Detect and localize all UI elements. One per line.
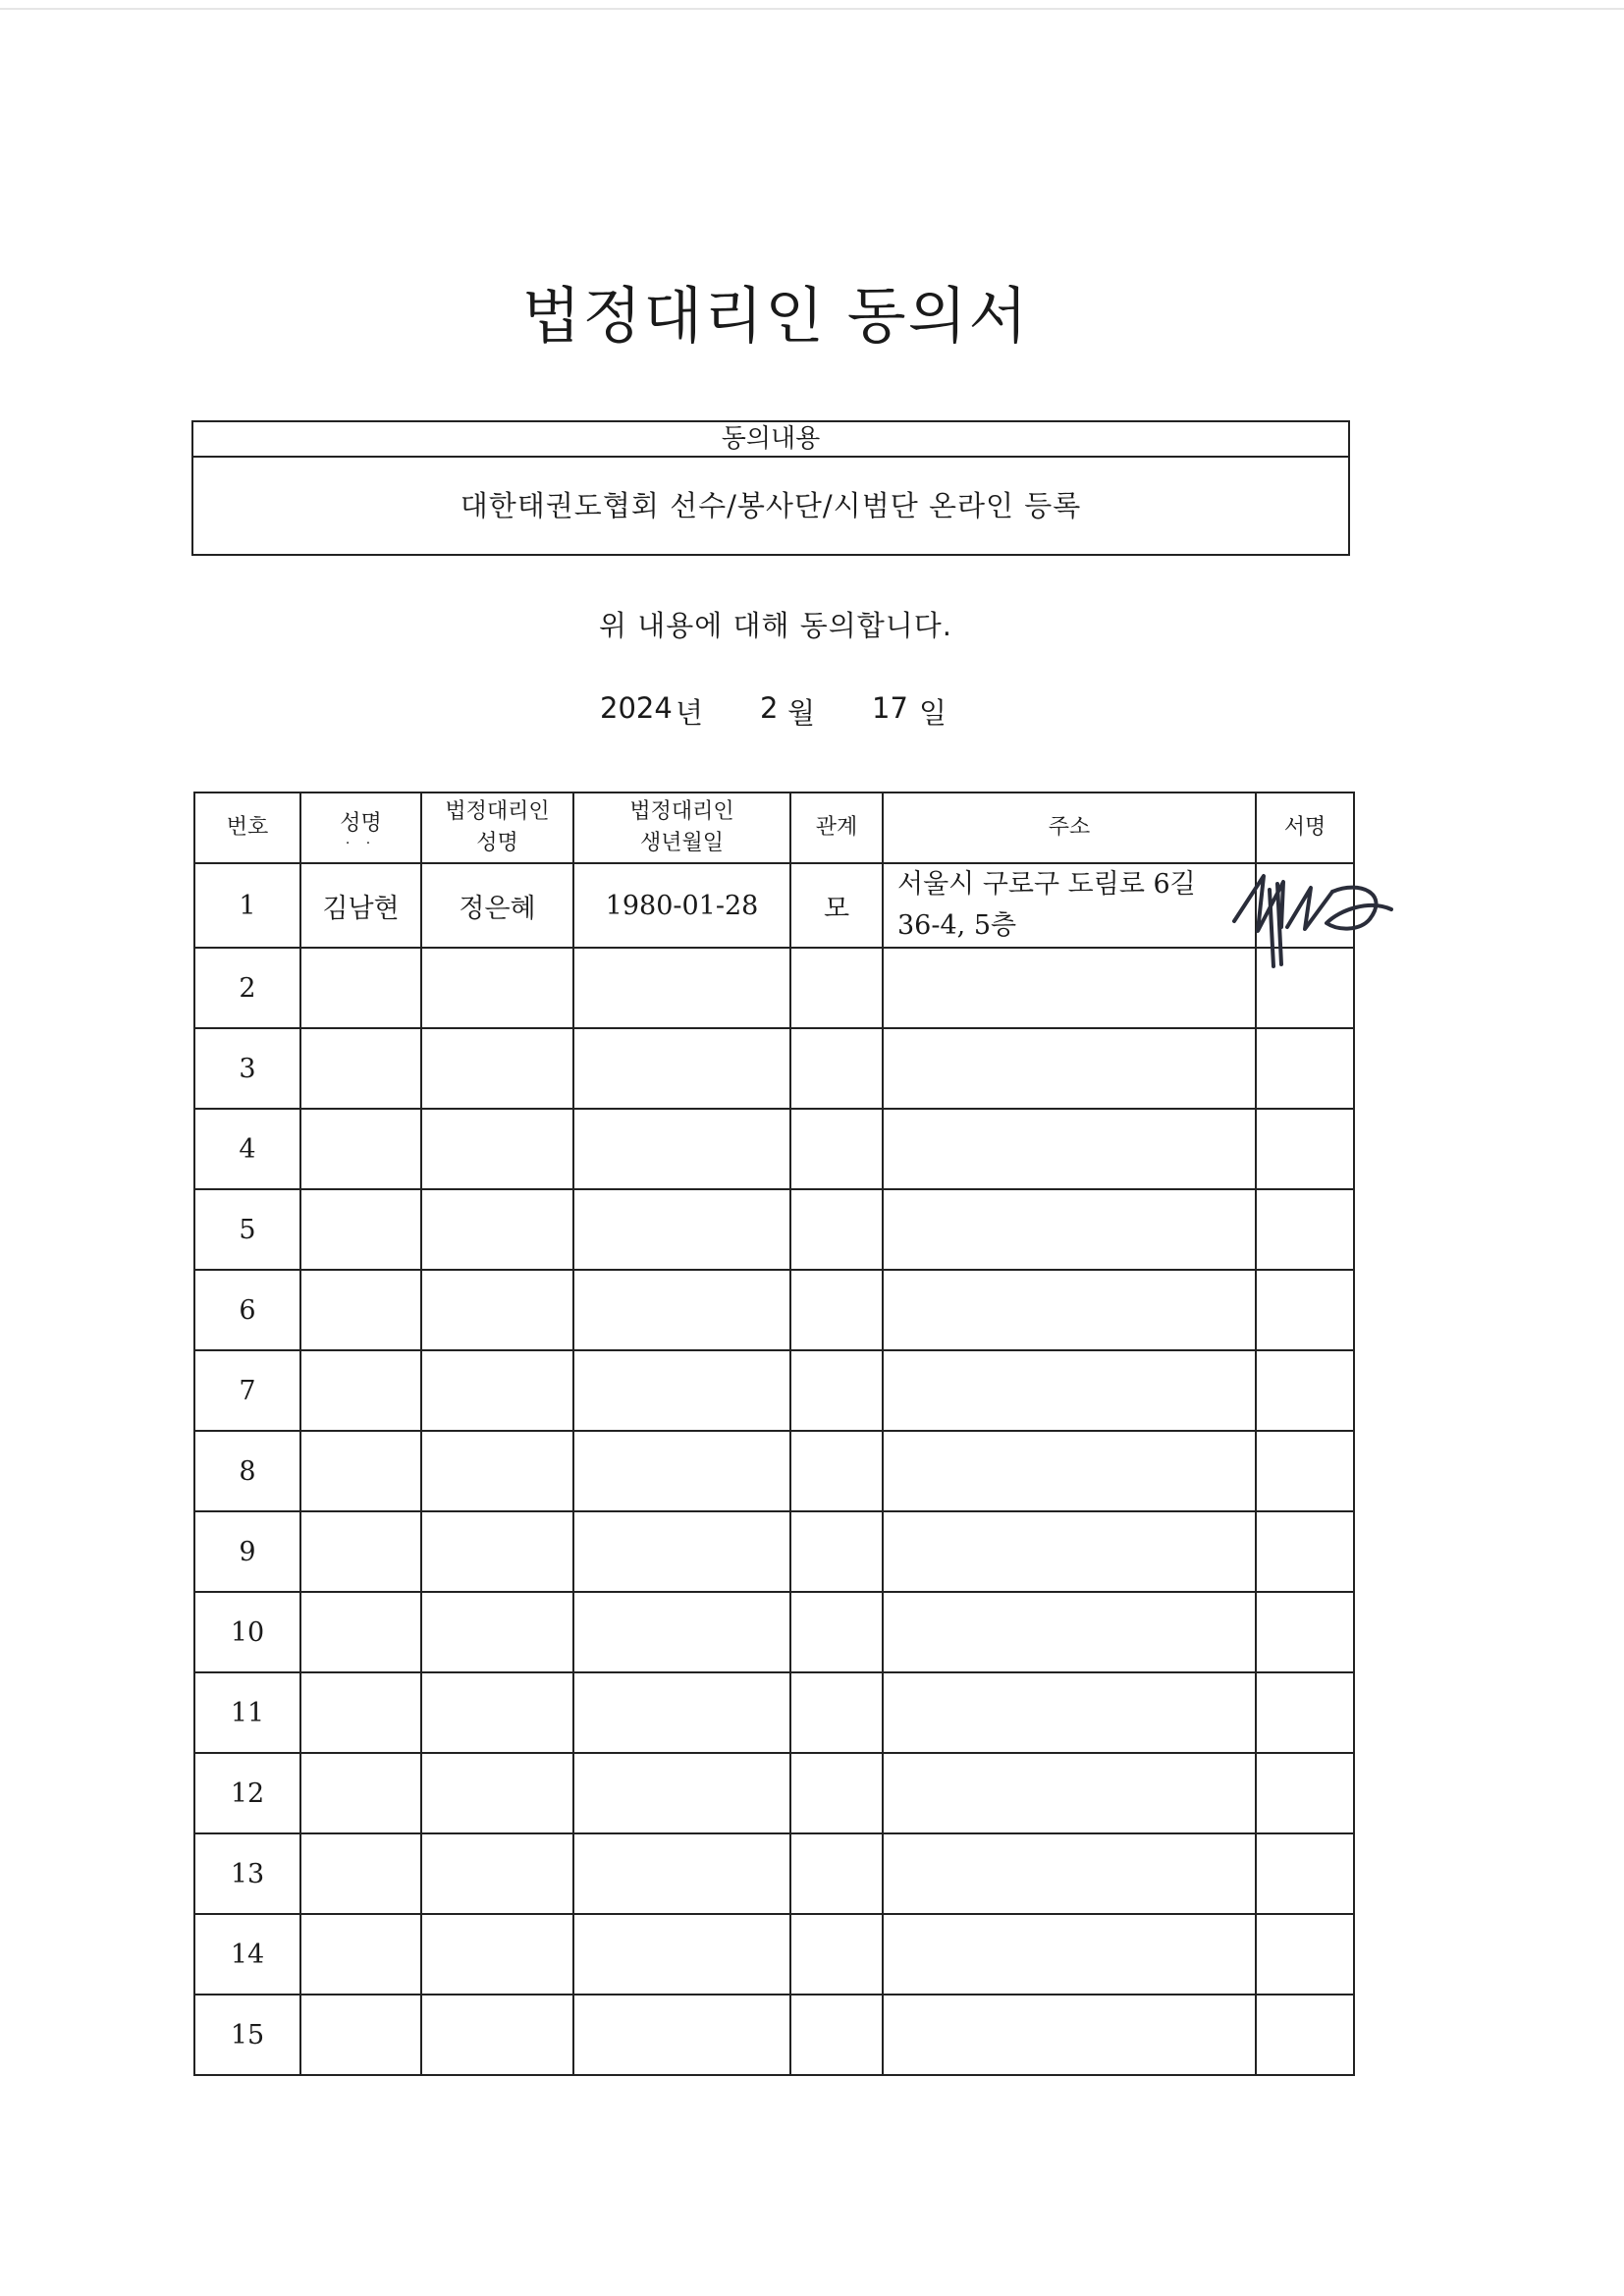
- cell-relation: [790, 1189, 883, 1270]
- cell-signature: [1256, 863, 1354, 948]
- cell-address: [883, 1270, 1256, 1350]
- cell-relation: [790, 1753, 883, 1833]
- cell-address: [883, 948, 1256, 1028]
- cell-no: 4: [194, 1109, 300, 1189]
- cell-address: [883, 1592, 1256, 1672]
- cell-signature: [1256, 1753, 1354, 1833]
- table-row: [194, 1189, 1354, 1270]
- cell-guardian-birth: [573, 1270, 790, 1350]
- cell-name: [300, 1592, 421, 1672]
- cell-guardian-name: [421, 1109, 573, 1189]
- cell-name: [300, 1672, 421, 1753]
- decorative-dots: · ·: [345, 836, 377, 851]
- cell-relation: [790, 1914, 883, 1995]
- table-row: [194, 948, 1354, 1028]
- cell-address: [883, 1109, 1256, 1189]
- cell-no: 15: [194, 1995, 300, 2075]
- cell-address: [883, 1753, 1256, 1833]
- header-no: 번호: [194, 793, 300, 863]
- cell-no: 2: [194, 948, 300, 1028]
- cell-guardian-birth: [573, 1833, 790, 1914]
- cell-relation: [790, 1511, 883, 1592]
- cell-no: 10: [194, 1592, 300, 1672]
- cell-guardian-name: [421, 1592, 573, 1672]
- cell-signature: [1256, 1189, 1354, 1270]
- cell-name: [300, 1753, 421, 1833]
- cell-no: 1: [194, 863, 300, 948]
- cell-signature: [1256, 1914, 1354, 1995]
- cell-guardian-name: [421, 948, 573, 1028]
- cell-name: [300, 1995, 421, 2075]
- cell-signature: [1256, 1028, 1354, 1109]
- cell-guardian-name: [421, 1028, 573, 1109]
- cell-signature: [1256, 1109, 1354, 1189]
- cell-address: [883, 1833, 1256, 1914]
- table-row: [194, 1672, 1354, 1753]
- table-header-row: [194, 793, 1354, 863]
- cell-guardian-name: [421, 1914, 573, 1995]
- cell-guardian-birth: [573, 1431, 790, 1511]
- cell-relation: [790, 1995, 883, 2075]
- cell-address: [883, 1995, 1256, 2075]
- cell-signature: [1256, 1270, 1354, 1350]
- agree-statement: 위 내용에 대해 동의합니다.: [598, 609, 953, 642]
- cell-name: [300, 1914, 421, 1995]
- cell-no: 8: [194, 1431, 300, 1511]
- cell-guardian-birth: [573, 1511, 790, 1592]
- cell-relation: 모: [790, 863, 883, 948]
- table-row: [194, 1431, 1354, 1511]
- cell-guardian-birth: [573, 1028, 790, 1109]
- table-row: [194, 1914, 1354, 1995]
- cell-name: [300, 1350, 421, 1431]
- cell-guardian-birth: [573, 1109, 790, 1189]
- cell-guardian-birth: 1980-01-28: [573, 863, 790, 948]
- cell-signature: [1256, 1431, 1354, 1511]
- cell-name: [300, 1189, 421, 1270]
- cell-guardian-name: [421, 1270, 573, 1350]
- cell-guardian-birth: [573, 1672, 790, 1753]
- cell-signature: [1256, 1350, 1354, 1431]
- registry-table: [193, 792, 1355, 2076]
- cell-name: [300, 1270, 421, 1350]
- cell-name: 김남현: [300, 863, 421, 948]
- table-row: [194, 1028, 1354, 1109]
- cell-relation: [790, 1270, 883, 1350]
- cell-guardian-name: [421, 1833, 573, 1914]
- date-day: 17: [872, 691, 908, 725]
- cell-guardian-birth: [573, 1914, 790, 1995]
- cell-relation: [790, 1109, 883, 1189]
- header-address: 주소: [883, 793, 1256, 863]
- date-year: 2024: [600, 691, 673, 725]
- cell-address: [883, 1028, 1256, 1109]
- cell-name: [300, 1833, 421, 1914]
- table-row: [194, 1592, 1354, 1672]
- cell-guardian-name: [421, 1189, 573, 1270]
- cell-guardian-birth: [573, 1189, 790, 1270]
- cell-name: [300, 948, 421, 1028]
- table-row: [194, 863, 1354, 948]
- header-guardian-name: 법정대리인 성명: [421, 793, 573, 863]
- cell-guardian-birth: [573, 1753, 790, 1833]
- table-row: [194, 1511, 1354, 1592]
- cell-signature: [1256, 1672, 1354, 1753]
- date-year-unit: 년: [676, 696, 704, 730]
- cell-relation: [790, 1833, 883, 1914]
- cell-no: 9: [194, 1511, 300, 1592]
- cell-no: 3: [194, 1028, 300, 1109]
- consent-content-header: 동의내용: [193, 422, 1348, 458]
- cell-guardian-name: [421, 1511, 573, 1592]
- header-guardian-birth: 법정대리인 생년월일: [573, 793, 790, 863]
- cell-no: 11: [194, 1672, 300, 1753]
- date-month-unit: 월: [787, 696, 816, 730]
- cell-relation: [790, 1431, 883, 1511]
- cell-signature: [1256, 1511, 1354, 1592]
- cell-relation: [790, 1028, 883, 1109]
- date-month: 2: [760, 691, 779, 725]
- cell-no: 12: [194, 1753, 300, 1833]
- cell-signature: [1256, 1995, 1354, 2075]
- consent-content-box: [191, 420, 1350, 556]
- cell-address: [883, 1511, 1256, 1592]
- consent-content-body: 대한태권도협회 선수/봉사단/시범단 온라인 등록: [460, 489, 1082, 522]
- table-row: [194, 1270, 1354, 1350]
- cell-name: [300, 1431, 421, 1511]
- cell-address: [883, 1189, 1256, 1270]
- table-row: [194, 1109, 1354, 1189]
- cell-address: [883, 1350, 1256, 1431]
- cell-no: 6: [194, 1270, 300, 1350]
- cell-name: [300, 1511, 421, 1592]
- address-line-1: 서울시 구로구 도림로 6길: [897, 869, 1196, 900]
- page-edge: [0, 8, 1624, 10]
- header-signature: 서명: [1256, 793, 1354, 863]
- document-title: 법정대리인 동의서: [521, 280, 1030, 352]
- cell-address: [883, 863, 1256, 948]
- cell-guardian-name: 정은혜: [421, 863, 573, 948]
- cell-name: [300, 1109, 421, 1189]
- address-line-2: 36-4, 5층: [897, 910, 1017, 941]
- cell-no: 14: [194, 1914, 300, 1995]
- cell-guardian-birth: [573, 1350, 790, 1431]
- cell-guardian-name: [421, 1753, 573, 1833]
- cell-signature: [1256, 1592, 1354, 1672]
- header-name: 성명 · ·: [300, 793, 421, 863]
- cell-guardian-birth: [573, 1592, 790, 1672]
- cell-guardian-birth: [573, 948, 790, 1028]
- table-row: [194, 1833, 1354, 1914]
- handwritten-signature: [1222, 870, 1399, 968]
- cell-no: 7: [194, 1350, 300, 1431]
- cell-address: [883, 1431, 1256, 1511]
- cell-guardian-name: [421, 1431, 573, 1511]
- cell-guardian-birth: [573, 1995, 790, 2075]
- cell-name: [300, 1028, 421, 1109]
- cell-guardian-name: [421, 1350, 573, 1431]
- cell-relation: [790, 1672, 883, 1753]
- table-row: [194, 1350, 1354, 1431]
- cell-address: [883, 1672, 1256, 1753]
- cell-relation: [790, 948, 883, 1028]
- cell-guardian-name: [421, 1672, 573, 1753]
- cell-address: [883, 1914, 1256, 1995]
- cell-relation: [790, 1350, 883, 1431]
- table-row: [194, 1753, 1354, 1833]
- cell-no: 5: [194, 1189, 300, 1270]
- cell-no: 13: [194, 1833, 300, 1914]
- cell-guardian-name: [421, 1995, 573, 2075]
- cell-signature: [1256, 1833, 1354, 1914]
- cell-relation: [790, 1592, 883, 1672]
- header-relation: 관계: [790, 793, 883, 863]
- table-row: [194, 1995, 1354, 2075]
- date-day-unit: 일: [919, 696, 947, 730]
